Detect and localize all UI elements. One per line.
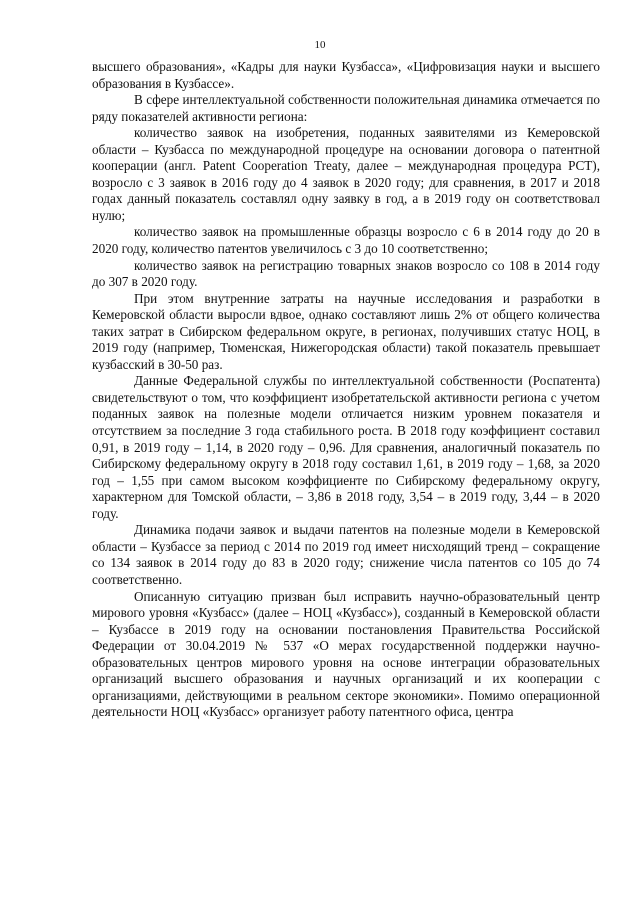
paragraph-ip-intro: В сфере интеллектуальной собственности положительная динамика отмечается по ряду показателей активности региона: [92,92,600,124]
body-text [92,59,600,721]
paragraph-trademarks: количество заявок на регистрацию товарных знаков возросло со 108 в 2014 году до 307 в 2020 году. [92,257,600,290]
paragraph-pct-applications: количество заявок на изобретения, поданных заявителями из Кемеровской области – Кузбасса по международной процедуре на основании договора о патентной кооперации (англ. Patent Cooperation Treaty, далее – международная процедура PCT), возросло с 3 заявок в 2016 году до 4 заявок в 2020 году; для сравнения, в 2017 и 2018 годах данный показатель составлял одну заявку в год, а в 2019 году он соответствовал нулю; [92,125,600,223]
paragraph-utility-models: Динамика подачи заявок и выдачи патентов на полезные модели в Кемеровской области – Кузбассе за период с 2014 по 2019 год имеет нисходящий тренд – сокращение со 134 заявок в 2014 году до 83 в 2020 году; снижение числа патентов со 105 до 74 соответственно. [92,522,600,587]
paragraph-industrial-designs: количество заявок на промышленные образцы возросло с 6 в 2014 году до 20 в 2020 году, количество патентов увеличилось с 3 до 10 соответственно; [92,224,600,257]
paragraph-continuation: высшего образования», «Кадры для науки Кузбасса», «Цифровизация науки и высшего образования в Кузбассе». [92,59,600,91]
paragraph-rd-expenses: При этом внутренние затраты на научные исследования и разработки в Кемеровской области выросли вдвое, однако составляют лишь 2% от общего количества таких затрат в Сибирском федеральном округе, в регионах, получивших статус НОЦ, в 2019 году (например, Тюменская, Нижегородская области) такой показатель превышает кузбасский в 30-50 раз. [92,290,600,372]
page-number: 10 [314,39,326,51]
paragraph-noc-kuzbass: Описанную ситуацию призван был исправить научно-образовательный центр мирового уровня «Кузбасс» (далее – НОЦ «Кузбасс»), созданный в Кемеровской области – Кузбассе в 2019 году на основании постановления Правительства Российской Федерации от 30.04.2019 № 537 «О мерах государственной поддержки научно-образовательных центров мирового уровня на основе интеграции образовательных организаций высшего образования и научных организаций и их кооперации с организациями, действующими в реальном секторе экономики». Помимо операционной деятельности НОЦ «Кузбасс» организует работу патентного офиса, центра [92,588,600,720]
paragraph-rospatent-data: Данные Федеральной службы по интеллектуальной собственности (Роспатента) свидетельствуют о том, что коэффициент изобретательской активности региона с учетом поданных заявок на полезные модели отличается низким уровнем показателя и отсутствием за последние 3 года стабильного роста. В 2018 году коэффициент составил 0,91, в 2019 году – 1,14, в 2020 году – 0,96. Для сравнения, аналогичный показатель по Сибирскому федеральному округу в 2018 году составил 1,61, в 2019 году – 1,68, за 2020 год – 1,55 при самом высоком коэффициенте по Сибирскому федеральному округу, характерном для Томской области, – 3,86 в 2018 году, 3,54 – в 2019 году, 3,44 – в 2020 году. [92,373,600,521]
